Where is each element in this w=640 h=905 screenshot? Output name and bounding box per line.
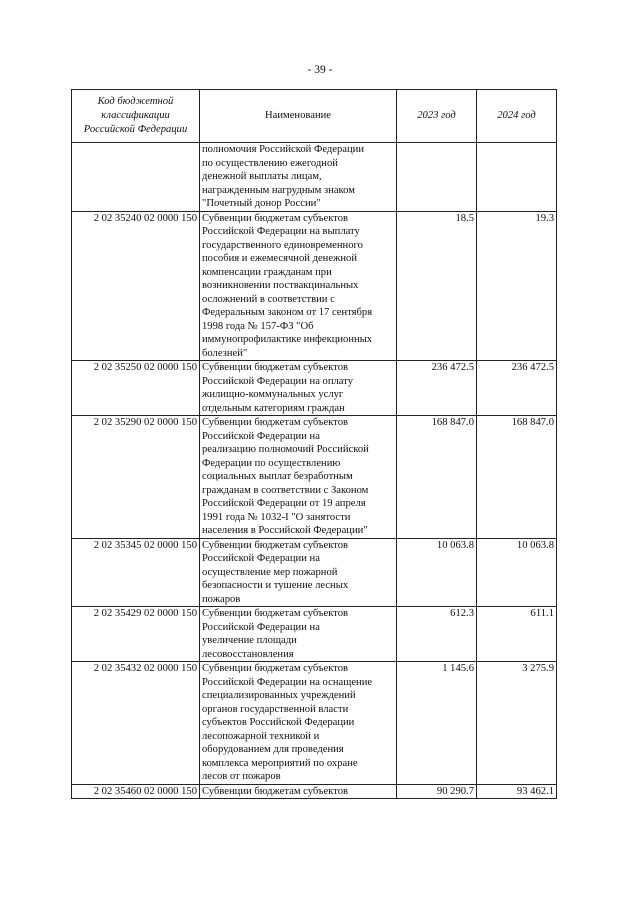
item-name-line: комплекса мероприятий по охране bbox=[202, 757, 358, 769]
item-name-line: лесовосстановления bbox=[202, 648, 294, 660]
amount-2023: 612.3 bbox=[397, 607, 477, 662]
amount-2024 bbox=[477, 143, 557, 212]
item-name-line: иммунопрофилактике инфекционных bbox=[202, 334, 373, 345]
table-row bbox=[72, 784, 557, 799]
budget-code bbox=[72, 143, 200, 212]
item-name-line: Субвенции бюджетам субъектов bbox=[202, 539, 348, 551]
amount-2024: 611.1 bbox=[477, 607, 557, 662]
amount-2024: 3 275.9 bbox=[477, 662, 557, 785]
table-row bbox=[72, 211, 557, 361]
header-code bbox=[72, 90, 200, 143]
item-name-line: Российской Федерации на bbox=[202, 430, 320, 442]
item-name-line: увеличение площади bbox=[202, 635, 297, 646]
amount-2024: 168 847.0 bbox=[477, 416, 557, 539]
item-name-line: возникновении поствакцинальных bbox=[202, 280, 359, 291]
table-row bbox=[72, 361, 557, 416]
table-body bbox=[72, 143, 557, 799]
amount-2023: 236 472.5 bbox=[397, 361, 477, 416]
item-name-line: Российской Федерации на bbox=[202, 621, 320, 633]
item-name-line: жилищно-коммунальных услуг bbox=[202, 389, 344, 400]
item-name-line: осуществление мер пожарной bbox=[202, 566, 338, 578]
item-name-line: Субвенции бюджетам субъектов bbox=[202, 362, 348, 373]
item-name-line: пособия и ежемесячной денежной bbox=[202, 253, 357, 264]
amount-2023: 168 847.0 bbox=[397, 416, 477, 539]
item-name bbox=[200, 784, 397, 799]
table-header-row bbox=[72, 90, 557, 143]
item-name-line: награжденным нагрудным знаком bbox=[202, 184, 355, 196]
item-name-line: 1991 года № 1032-I "О занятости bbox=[202, 511, 351, 523]
table-row bbox=[72, 416, 557, 539]
amount-2023: 90 290.7 bbox=[397, 784, 477, 799]
header-code-line: Код бюджетной bbox=[97, 96, 174, 107]
header-2024: 2024 год bbox=[477, 90, 557, 143]
item-name-line: Российской Федерации на выплату bbox=[202, 226, 360, 237]
item-name bbox=[200, 538, 397, 607]
item-name-line: специализированных учреждений bbox=[202, 690, 356, 701]
item-name-line: Субвенции бюджетам субъектов bbox=[202, 212, 348, 224]
amount-2023: 18.5 bbox=[397, 211, 477, 361]
item-name bbox=[200, 607, 397, 662]
item-name-line: государственного единовременного bbox=[202, 239, 363, 251]
item-name-line: лесов от пожаров bbox=[202, 771, 281, 782]
amount-2024: 236 472.5 bbox=[477, 361, 557, 416]
item-name-line: Российской Федерации на bbox=[202, 553, 320, 564]
header-2023: 2023 год bbox=[397, 90, 477, 143]
amount-2023: 10 063.8 bbox=[397, 538, 477, 607]
amount-2023 bbox=[397, 143, 477, 212]
item-name-line: 1998 года № 157-ФЗ "Об bbox=[202, 320, 314, 332]
item-name-line: полномочия Российской Федерации bbox=[202, 144, 365, 155]
item-name-line: Российской Федерации на оплату bbox=[202, 375, 354, 387]
amount-2024: 10 063.8 bbox=[477, 538, 557, 607]
budget-code: 2 02 35290 02 0000 150 bbox=[72, 416, 200, 539]
item-name-line: безопасности и тушение лесных bbox=[202, 580, 349, 591]
item-name-line: компенсации гражданам при bbox=[202, 266, 332, 278]
budget-table bbox=[71, 89, 557, 799]
item-name-line: Федеральным законом от 17 сентября bbox=[202, 307, 373, 318]
budget-code: 2 02 35460 02 0000 150 bbox=[72, 784, 200, 799]
item-name bbox=[200, 211, 397, 361]
amount-2024: 19.3 bbox=[477, 211, 557, 361]
amount-2023: 1 145.6 bbox=[397, 662, 477, 785]
item-name-line: осложнений в соответствии с bbox=[202, 293, 335, 305]
item-name bbox=[200, 143, 397, 212]
item-name bbox=[200, 416, 397, 539]
item-name-line: пожаров bbox=[202, 593, 241, 605]
item-name-line: денежной выплаты лицам, bbox=[202, 171, 322, 182]
amount-2024: 93 462.1 bbox=[477, 784, 557, 799]
item-name-line: Субвенции бюджетам субъектов bbox=[202, 663, 348, 674]
item-name-line: лесопожарной техникой и bbox=[202, 730, 320, 742]
item-name-line: субъектов Российской Федерации bbox=[202, 717, 355, 728]
item-name-line: социальных выплат безработным bbox=[202, 471, 353, 482]
item-name-line: Федерации по осуществлению bbox=[202, 457, 341, 469]
table-row bbox=[72, 607, 557, 662]
item-name-line: Российской Федерации от 19 апреля bbox=[202, 498, 366, 509]
item-name-line: органов государственной власти bbox=[202, 703, 349, 715]
table-row bbox=[72, 538, 557, 607]
item-name-line: отдельным категориям граждан bbox=[202, 402, 345, 414]
header-code-line: классификации bbox=[101, 110, 170, 121]
item-name-line: по осуществлению ежегодной bbox=[202, 157, 338, 169]
budget-code: 2 02 35345 02 0000 150 bbox=[72, 538, 200, 607]
item-name-line: населения в Российской Федерации" bbox=[202, 525, 368, 536]
table-row bbox=[72, 143, 557, 212]
item-name-line: Субвенции бюджетам субъектов bbox=[202, 608, 348, 619]
item-name bbox=[200, 662, 397, 785]
header-code-line: Российской Федерации bbox=[83, 124, 188, 135]
item-name bbox=[200, 361, 397, 416]
budget-code: 2 02 35429 02 0000 150 bbox=[72, 607, 200, 662]
budget-code: 2 02 35240 02 0000 150 bbox=[72, 211, 200, 361]
item-name-line: "Почетный донор России" bbox=[202, 198, 321, 209]
item-name-line: болезней" bbox=[202, 347, 248, 359]
item-name-line: Субвенции бюджетам субъектов bbox=[202, 417, 348, 428]
page-number: - 39 - bbox=[307, 64, 333, 76]
budget-code: 2 02 35250 02 0000 150 bbox=[72, 361, 200, 416]
item-name-line: реализацию полномочий Российской bbox=[202, 444, 369, 455]
item-name-line: оборудованием для проведения bbox=[202, 744, 344, 755]
header-name: Наименование bbox=[200, 90, 397, 143]
item-name-line: Субвенции бюджетам субъектов bbox=[202, 785, 348, 797]
item-name-line: Российской Федерации на оснащение bbox=[202, 676, 373, 688]
table-row bbox=[72, 662, 557, 785]
item-name-line: гражданам в соответствии с Законом bbox=[202, 484, 369, 496]
budget-code: 2 02 35432 02 0000 150 bbox=[72, 662, 200, 785]
